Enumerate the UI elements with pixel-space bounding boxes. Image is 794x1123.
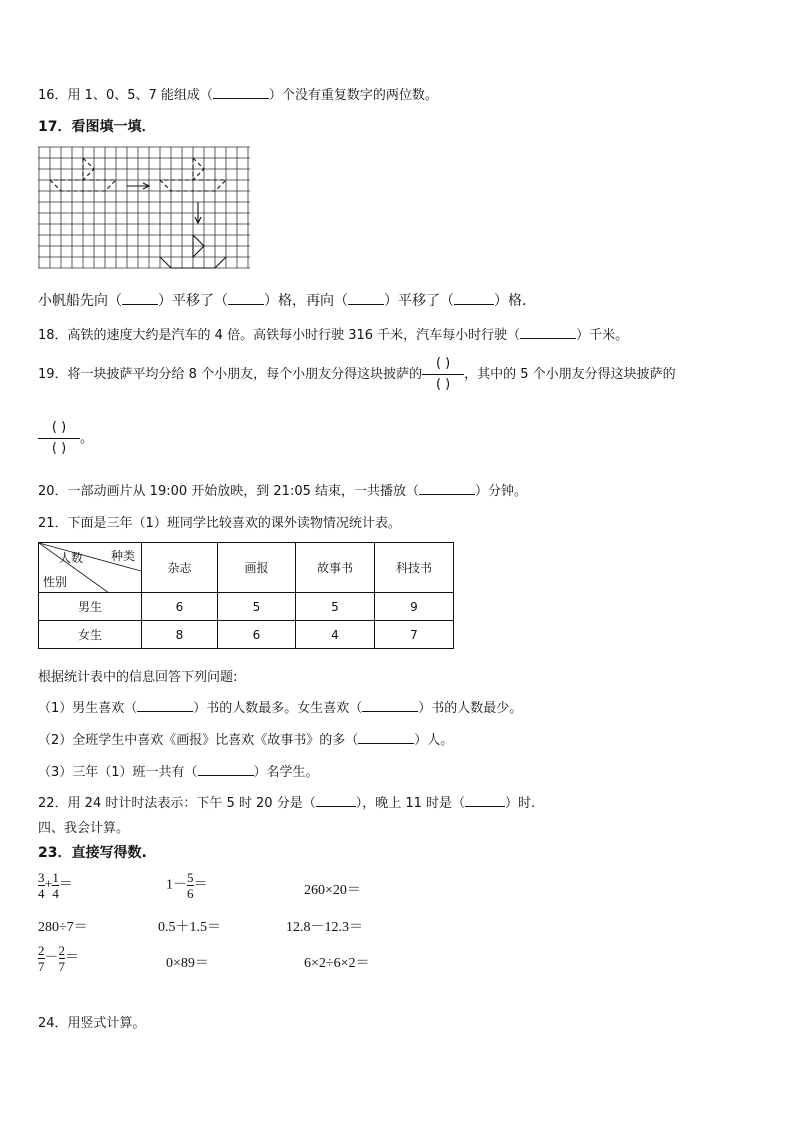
col-header: 画报: [218, 543, 296, 593]
q18-text-a: 18．高铁的速度大约是汽车的 4 倍。高铁每小时行驶 316 千米，汽车每小时行驶（: [38, 328, 521, 343]
diag-label-gender: 性别: [43, 575, 68, 589]
q16-text-b: ）个没有重复数字的两位数。: [268, 88, 438, 103]
equals: ＝: [58, 877, 73, 893]
table-header-diagonal: [39, 543, 142, 593]
q21-sub-1: [38, 697, 522, 716]
q21-sub-3: [38, 761, 319, 780]
calc-item-8: 0×89＝: [166, 956, 209, 971]
q20-text-a: 20．一部动画片从 19:00 开始放映，到 21:05 结束，一共播放（: [38, 484, 419, 499]
fraction: $\frac{5}{6}$: [187, 870, 194, 901]
sailboat-grid-figure: [38, 146, 252, 276]
row-label: 男生: [39, 593, 142, 621]
table-cell: 6: [142, 593, 218, 621]
equals: ＝: [65, 950, 79, 966]
q20-answer-blank[interactable]: [419, 482, 475, 495]
q19-end-mark: 。: [80, 431, 94, 446]
calc-item-7: [38, 943, 79, 974]
q21-sub-2: [38, 729, 453, 748]
table-cell: 6: [218, 621, 296, 649]
q21-sub2-part-2: ）人。: [414, 733, 454, 748]
table-cell: 5: [296, 593, 375, 621]
table-cell: 8: [142, 621, 218, 649]
q18-answer-blank[interactable]: [520, 326, 576, 339]
q22-part-2: ），晚上 11 时是（: [355, 796, 466, 811]
q17-part-4: ）平移了（: [384, 293, 454, 309]
fraction: $\frac{2}{7}$: [58, 943, 65, 974]
calc-item-9: 6×2÷6×2＝: [304, 956, 370, 971]
q22-blank-2[interactable]: [465, 794, 505, 807]
fraction: $\frac{2}{7}$: [38, 943, 45, 974]
q19-second-line: [38, 418, 93, 459]
q21-sub1-blank-1[interactable]: [137, 699, 193, 712]
calc-item-1: [38, 870, 73, 901]
q22-blank-1[interactable]: [316, 794, 356, 807]
q18-text-b: ）千米。: [576, 328, 629, 343]
q17-blank-steps-1[interactable]: [228, 292, 264, 305]
q16-text-a: 16．用 1、0、5、7 能组成（: [38, 88, 213, 103]
fraction: $\frac{1}{4}$: [52, 870, 59, 901]
q17-part-2: ）平移了（: [158, 293, 228, 309]
table-cell: 9: [375, 593, 454, 621]
calc-item-2: [166, 870, 208, 901]
question-18: [38, 324, 628, 343]
operator: －: [44, 950, 59, 966]
q19-text-a: 19．将一块披萨平均分给 8 个小朋友，每个小朋友分得这块披萨的: [38, 367, 423, 382]
q17-blank-direction-1[interactable]: [122, 292, 158, 305]
q17-title: 17．看图填一填．: [38, 119, 156, 135]
q21-sub1-part-2: ）书的人数最多。女生喜欢（: [193, 701, 363, 716]
q20-text-b: ）分钟。: [475, 484, 528, 499]
question-22: [38, 792, 535, 811]
q21-sub1-blank-2[interactable]: [362, 699, 418, 712]
diag-label-count: 人数: [59, 551, 84, 565]
row-label: 女生: [39, 621, 142, 649]
fraction: $\frac{3}{4}$: [38, 870, 45, 901]
q16-answer-blank[interactable]: [213, 86, 269, 99]
operator: +: [44, 877, 53, 893]
section-heading: 四、我会计算。: [38, 821, 130, 836]
table-cell: 5: [218, 593, 296, 621]
calc-item-5: 0.5＋1.5＝: [158, 920, 221, 935]
q22-part-3: ）时.: [505, 796, 536, 811]
q21-sub1-part-3: ）书的人数最少。: [418, 701, 523, 716]
q21-sub3-part-1: （3）三年（1）班一共有（: [38, 765, 198, 780]
q17-part-1: 小帆船先向（: [38, 293, 122, 309]
reading-stats-table: [38, 542, 454, 649]
table-row: [39, 593, 454, 621]
q21-prompt: 根据统计表中的信息回答下列问题:: [38, 670, 238, 685]
question-19: [38, 354, 676, 395]
question-24: 24．用竖式计算。: [38, 1016, 146, 1031]
q17-part-5: ）格．: [494, 293, 536, 309]
q22-part-1: 22．用 24 时计时法表示：下午 5 时 20 分是（: [38, 796, 316, 811]
q21-title: 21．下面是三年（1）班同学比较喜欢的课外读物情况统计表。: [38, 516, 401, 531]
col-header: 科技书: [375, 543, 454, 593]
q23-title: 23．直接写得数.: [38, 845, 147, 861]
equals: ＝: [193, 877, 208, 893]
calc-item-6: 12.8－12.3＝: [286, 920, 363, 935]
calc-item-4: 280÷7＝: [38, 920, 88, 935]
question-20: [38, 480, 527, 499]
q21-sub1-part-1: （1）男生喜欢（: [38, 701, 138, 716]
q17-part-3: ）格，再向（: [264, 293, 348, 309]
q19-fraction-blank-1[interactable]: ( ) ( ): [422, 354, 464, 395]
table-cell: 7: [375, 621, 454, 649]
q21-sub2-blank[interactable]: [358, 731, 414, 744]
table-cell: 4: [296, 621, 375, 649]
whole-number: 1: [166, 877, 173, 893]
q17-sentence: [38, 290, 536, 310]
q17-blank-steps-2[interactable]: [454, 292, 494, 305]
q19-text-b: ，其中的 5 个小朋友分得这块披萨的: [464, 367, 676, 382]
calc-item-3: 260×20＝: [304, 883, 361, 898]
q17-blank-direction-2[interactable]: [348, 292, 384, 305]
diag-label-category: 种类: [111, 549, 136, 563]
col-header: 杂志: [142, 543, 218, 593]
question-16: [38, 84, 438, 103]
q21-sub3-blank[interactable]: [198, 763, 254, 776]
table-row: [39, 621, 454, 649]
q21-sub3-part-2: ）名学生。: [253, 765, 319, 780]
col-header: 故事书: [296, 543, 375, 593]
q19-fraction-blank-2[interactable]: ( ) ( ): [38, 418, 80, 459]
operator: －: [173, 877, 187, 893]
q21-sub2-part-1: （2）全班学生中喜欢《画报》比喜欢《故事书》的多（: [38, 733, 359, 748]
